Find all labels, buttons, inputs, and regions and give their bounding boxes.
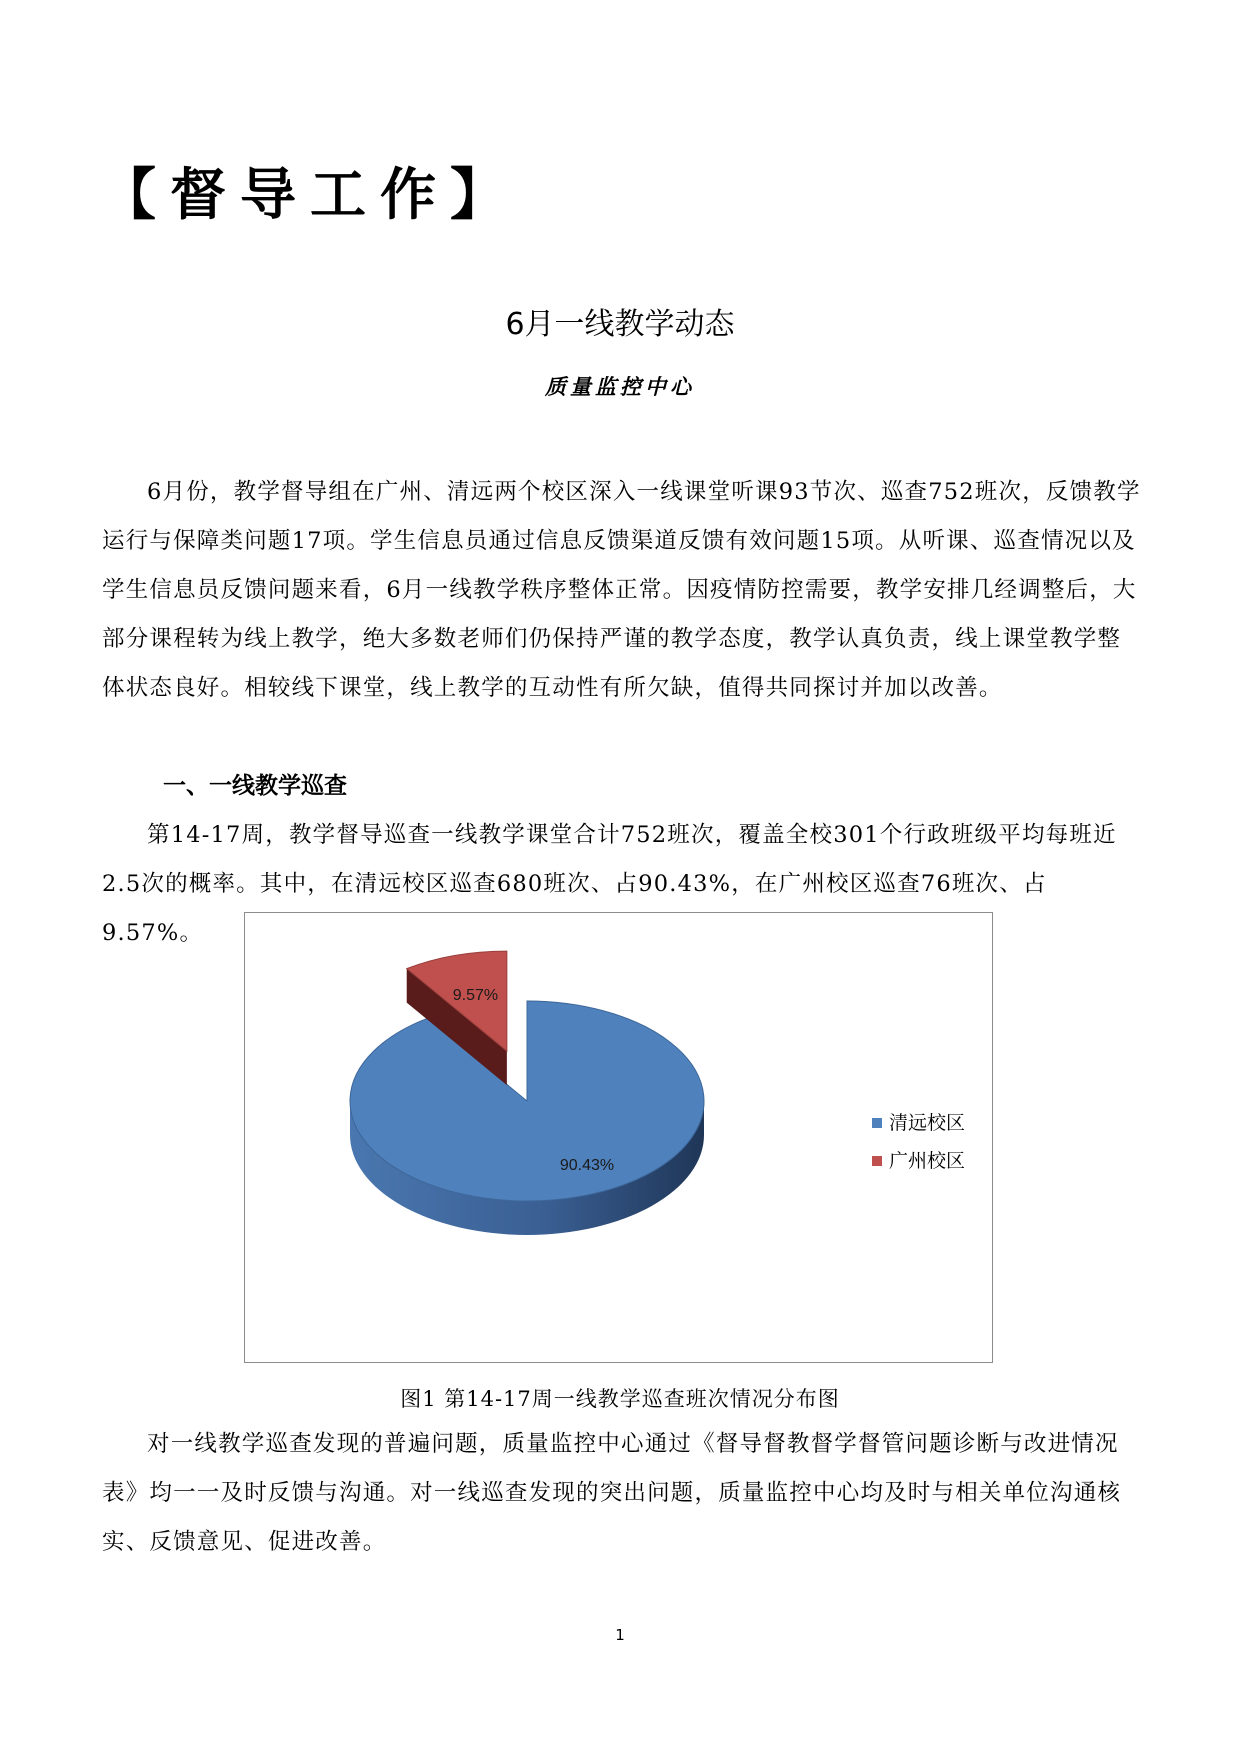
article-title: 6月一线教学动态 xyxy=(505,307,735,342)
pie-slice-qingyuan xyxy=(350,1001,704,1235)
pie-top-qingyuan xyxy=(350,1001,704,1201)
paragraph-inspection: 第14-17周，教学督导巡查一线教学课堂合计752班次，覆盖全校301个行政班级平均每班近2.5次的概率。其中，在清远校区巡查680班次、占90.43%，在广州校区巡查76班次、占9.57%。 xyxy=(102,822,1117,946)
chart-legend xyxy=(872,1104,965,1180)
paragraph-overview: 6月份，教学督导组在广州、清远两个校区深入一线课堂听课93节次、巡查752班次，反馈教学运行与保障类问题17项。学生信息员通过信息反馈渠道反馈有效问题15项。从听课、巡查情况以及学生信息员反馈问题来看，6月一线教学秩序整体正常。因疫情防控需要，教学安排几经调整后，大部分课程转为线上教学，绝大多数老师们仍保持严谨的教学态度，教学认真负责，线上课堂教学整体状态良好。相较线下课堂，线上教学的互动性有所欠缺，值得共同探讨并加以改善。 xyxy=(102,479,1141,701)
figure-caption: 图1 第14-17周一线教学巡查班次情况分布图 xyxy=(400,1387,840,1411)
legend-label-guangzhou: 广州校区 xyxy=(889,1150,966,1172)
legend-swatch-qingyuan xyxy=(872,1118,882,1128)
legend-item-guangzhou xyxy=(872,1142,965,1180)
paragraph-followup: 对一线教学巡查发现的普遍问题，质量监控中心通过《督导督教督学督管问题诊断与改进情况表》均一一及时反馈与沟通。对一线巡查发现的突出问题，质量监控中心均及时与相关单位沟通核实、反馈意见、促进改善。 xyxy=(102,1431,1122,1555)
pie-data-label-qingyuan: 90.43% xyxy=(559,1157,615,1174)
legend-label-qingyuan: 清远校区 xyxy=(889,1112,966,1134)
legend-item-qingyuan xyxy=(872,1104,965,1142)
page-number: 1 xyxy=(615,1626,625,1644)
article-author: 质量监控中心 xyxy=(545,374,695,399)
legend-swatch-guangzhou xyxy=(872,1156,882,1166)
section-title: 【督导工作】 xyxy=(100,163,520,228)
subheading-inspection: 一、一线教学巡查 xyxy=(163,773,347,799)
pie-data-label-guangzhou: 9.57% xyxy=(452,986,499,1004)
pie-chart xyxy=(244,912,993,1363)
